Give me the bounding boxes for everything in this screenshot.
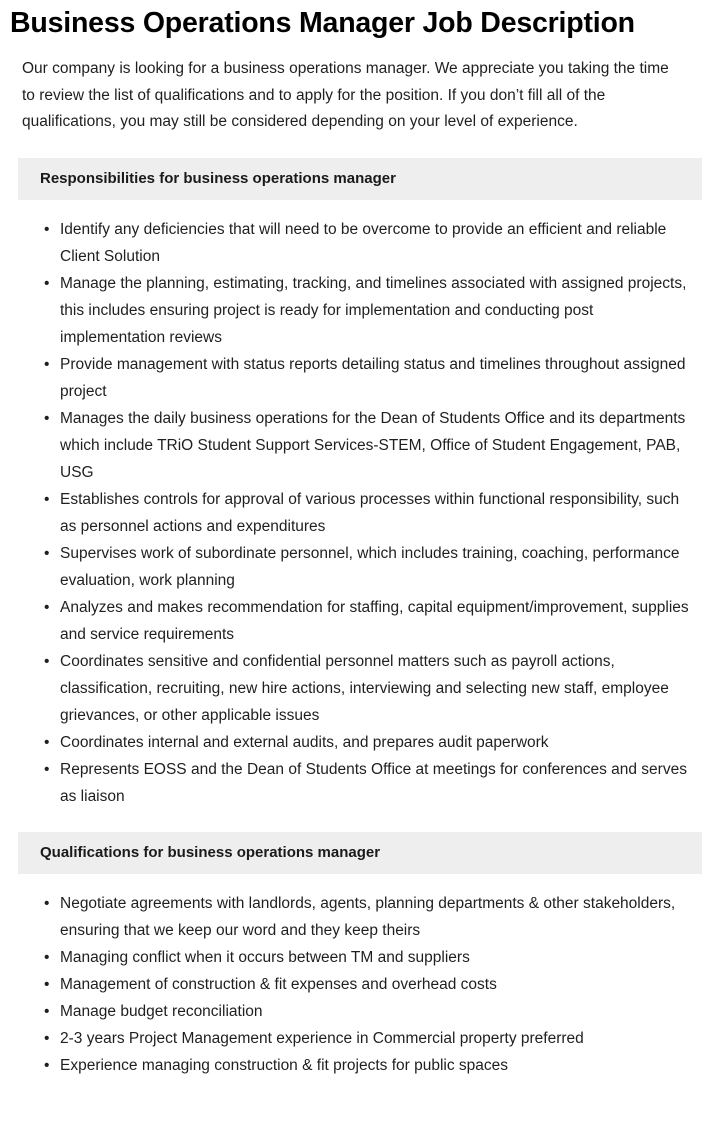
bullet-icon: • (44, 760, 50, 778)
list-item (0, 486, 694, 540)
job-description-page (0, 6, 720, 1095)
intro-paragraph: Our company is looking for a business operations manager. We appreciate you taking the time to review the list of qualifications and to apply for the position. If you don’t fill all of the qualifications, you may still be considered depending on your level of experience. (22, 60, 669, 131)
bullet-icon: • (44, 948, 50, 966)
bullet-icon: • (44, 1056, 50, 1074)
list-item-text: Provide management with status reports detailing status and timelines throughout assigned project (60, 355, 686, 400)
bullet-icon: • (44, 733, 50, 751)
list-item (0, 1052, 694, 1079)
bullet-icon: • (44, 1029, 50, 1047)
bullet-icon: • (44, 975, 50, 993)
list-item (0, 216, 694, 270)
list-item (0, 648, 694, 729)
list-item-text: Coordinates sensitive and confidential personnel matters such as payroll actions, classification, recruiting, new hire actions, interviewing and selecting new staff, employee grievances, or other applicable issues (60, 652, 669, 724)
list-item (0, 540, 694, 594)
list-item-text: Establishes controls for approval of various processes within functional responsibility, such as personnel actions and expenditures (60, 490, 680, 535)
list-item (0, 998, 694, 1025)
list-item-text: Experience managing construction & fit projects for public spaces (60, 1056, 509, 1074)
page-title: Business Operations Manager Job Description (10, 7, 635, 39)
bullet-icon: • (44, 490, 50, 508)
list-item-text: Manage the planning, estimating, tracking, and timelines associated with assigned projects, this includes ensuring project is ready for implementation and conducting post implementation reviews (60, 274, 687, 346)
list-item (0, 944, 694, 971)
list-item-text: Supervises work of subordinate personnel, which includes training, coaching, performance evaluation, work planning (60, 544, 680, 589)
bullet-icon: • (44, 220, 50, 238)
bullet-icon: • (44, 598, 50, 616)
section-header-qualifications (18, 832, 702, 874)
list-item-text: Manage budget reconciliation (60, 1002, 263, 1020)
list-item-text: Identify any deficiencies that will need to be overcome to provide an efficient and reliable Client Solution (60, 220, 667, 265)
bullet-icon: • (44, 652, 50, 670)
list-item (0, 756, 694, 810)
bullet-icon: • (44, 274, 50, 292)
section-header-responsibilities (18, 158, 702, 200)
list-item (0, 405, 694, 486)
bullet-icon: • (44, 894, 50, 912)
section-heading-label: Qualifications for business operations manager (40, 843, 381, 861)
list-item-text: Represents EOSS and the Dean of Students Office at meetings for conferences and serves as liaison (60, 760, 687, 805)
list-item-text: 2-3 years Project Management experience in Commercial property preferred (60, 1029, 584, 1047)
list-item-text: Managing conflict when it occurs between TM and suppliers (60, 948, 470, 966)
list-item (0, 729, 694, 756)
qualifications-list (0, 890, 720, 1079)
bottom-spacer (0, 1079, 720, 1095)
bullet-icon: • (44, 409, 50, 427)
section-heading-label: Responsibilities for business operations manager (40, 169, 396, 187)
list-item-text: Management of construction & fit expenses and overhead costs (60, 975, 497, 993)
list-item-text: Manages the daily business operations for the Dean of Students Office and its departments which include TRiO Student Support Services-STEM, Office of Student Engagement, PAB, USG (60, 409, 686, 481)
bullet-icon: • (44, 1002, 50, 1020)
list-item-text: Analyzes and makes recommendation for staffing, capital equipment/improvement, supplies and service requirements (60, 598, 689, 643)
list-item-text: Coordinates internal and external audits, and prepares audit paperwork (60, 733, 549, 751)
list-item (0, 270, 694, 351)
list-item-text: Negotiate agreements with landlords, agents, planning departments & other stakeholders, ensuring that we keep our word and they keep theirs (60, 894, 676, 939)
responsibilities-list (0, 216, 720, 810)
list-item (0, 890, 694, 944)
bullet-icon: • (44, 355, 50, 373)
list-item (0, 351, 694, 405)
bullet-icon: • (44, 544, 50, 562)
list-item (0, 971, 694, 998)
list-item (0, 594, 694, 648)
list-item (0, 1025, 694, 1052)
